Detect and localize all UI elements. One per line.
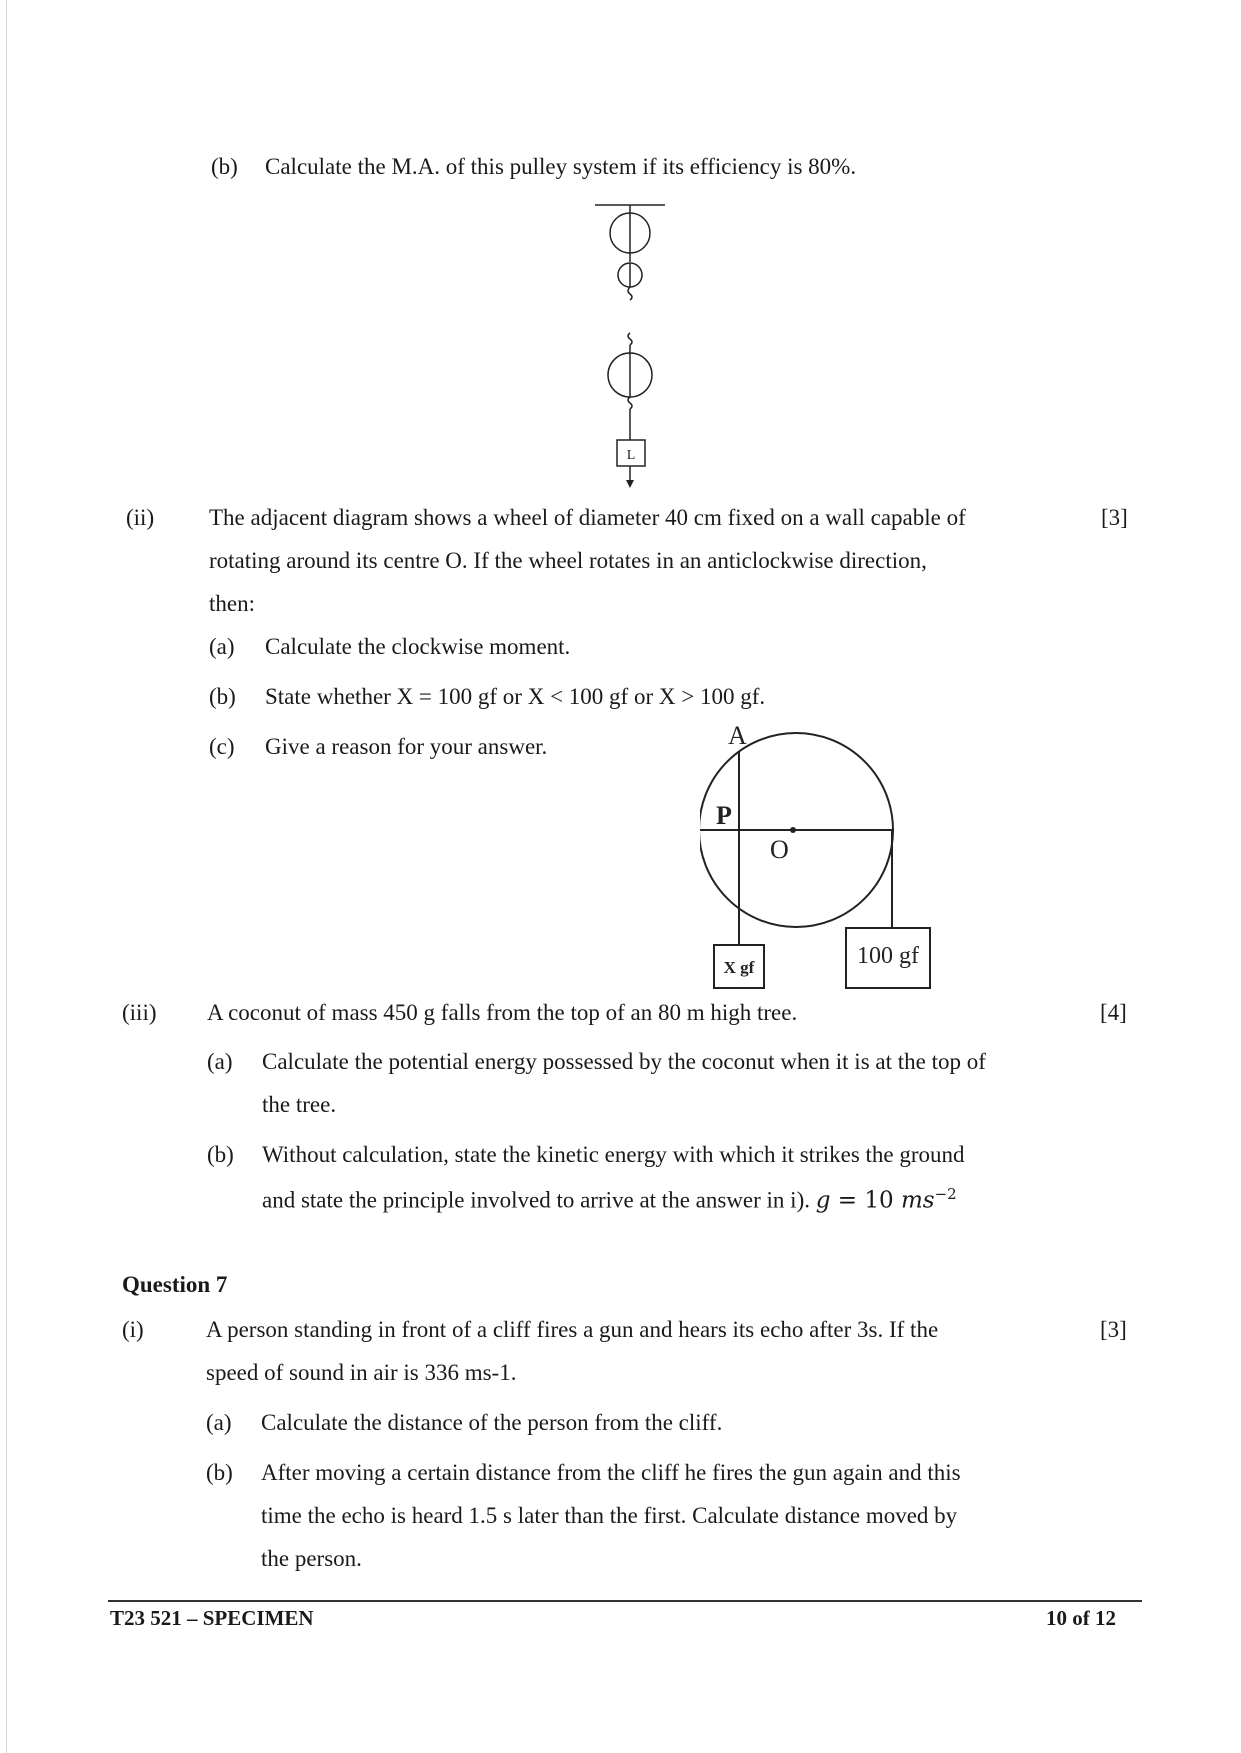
q-iii-b-line2-text: and state the principle involved to arrive at the answer in i). [262,1187,810,1213]
q-iii-marks: [4] [1100,1000,1127,1025]
q-iii-b-label: (b) [207,1142,234,1167]
q-ii-part-text: State whether X = 100 gf or X < 100 gf or X > 100 gf. [265,684,766,709]
q-ii-marks: [3] [1101,505,1128,530]
load-label: L [626,448,636,463]
formula-unit: ms [900,1187,935,1214]
q-iii-b-line1: Without calculation, state the kinetic energy with which it strikes the ground [262,1142,965,1167]
formula-g: g [815,1187,831,1214]
footer-rule [108,1600,1142,1602]
q7-a-label: (a) [206,1410,232,1435]
question-7-heading: Question 7 [122,1272,228,1297]
q7-stem-line: speed of sound in air is 336 ms-1. [206,1360,517,1385]
hook-lower [628,397,632,409]
q7-b-line: After moving a certain distance from the cliff he fires the gun again and this [261,1460,961,1485]
100gf-label: 100 gf [857,943,919,969]
footer-page-number: 10 of 12 [1046,1606,1116,1630]
label-o: O [770,835,789,864]
q7-a-text: Calculate the distance of the person from the cliff. [261,1410,723,1435]
q-ii-part-text: Give a reason for your answer. [265,734,548,759]
q-ii-part-label: (b) [209,684,236,709]
q7-b-label: (b) [206,1460,233,1485]
q-ii-stem-line: then: [209,591,255,616]
q-ii-part-label: (c) [209,734,235,759]
q-ii-part-label: (a) [209,634,235,659]
q6b-text: Calculate the M.A. of this pulley system if its efficiency is 80%. [265,154,857,179]
q-iii-stem: A coconut of mass 450 g falls from the top of an 80 m high tree. [207,1000,798,1025]
footer-code: T23 521 – SPECIMEN [110,1606,314,1630]
load-arrow [626,480,634,488]
q-iii-b-line2 [262,1185,957,1214]
q-ii-number: (ii) [126,505,155,530]
q7-b-line: the person. [261,1546,362,1571]
page-edge-line [6,0,7,1753]
q-iii-number: (iii) [122,1000,157,1025]
q7-i-marks: [3] [1100,1317,1127,1342]
q7-b-line: time the echo is heard 1.5 s later than the first. Calculate distance moved by [261,1503,958,1528]
q-ii-stem-line: rotating around its centre O. If the wheel rotates in an anticlockwise direction, [209,548,927,573]
q7-stem-line: A person standing in front of a cliff fires a gun and hears its echo after 3s. If the [206,1317,939,1342]
hook-upper [628,287,632,300]
hook-lower-top [628,333,632,345]
q-ii-stem-line: The adjacent diagram shows a wheel of diameter 40 cm fixed on a wall capable of [209,505,966,530]
x-gf-label: X gf [723,958,755,977]
label-p: P [716,801,732,830]
q7-i-number: (i) [122,1317,144,1342]
pulley-diagram [580,195,670,495]
q6b-label: (b) [211,154,238,179]
formula-eq: = 10 [830,1187,901,1214]
formula-exponent: −2 [934,1185,957,1203]
centre-o-dot [790,827,796,833]
q-ii-part-text: Calculate the clockwise moment. [265,634,571,659]
q-iii-a-line: Calculate the potential energy possessed by the coconut when it is at the top of [262,1049,986,1074]
q-iii-a-line: the tree. [262,1092,337,1117]
label-a: A [728,721,747,750]
wheel-diagram [700,718,940,993]
q-iii-a-label: (a) [207,1049,233,1074]
